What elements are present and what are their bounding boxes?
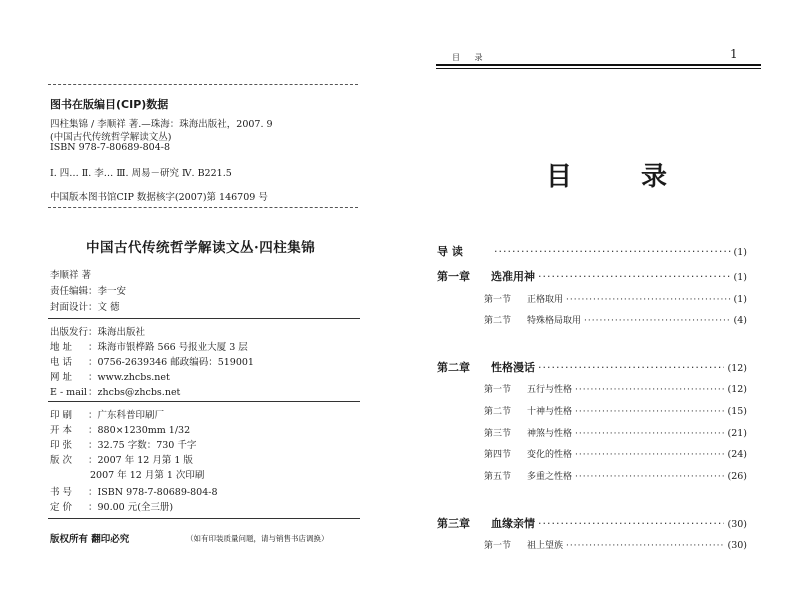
- toc-entry-chapter[interactable]: [437, 359, 747, 375]
- toc-entry-number: 第四节: [484, 450, 512, 460]
- toc-title: 目 录: [546, 162, 698, 192]
- toc-entry-intro[interactable]: [437, 243, 747, 259]
- toc-entry-chapter[interactable]: [437, 515, 747, 531]
- rights-statement: 版权所有 翻印必究: [50, 534, 130, 545]
- toc-entry-title: 神煞与性格: [527, 429, 573, 439]
- toc-entry-title: 选准用神: [491, 270, 535, 283]
- cip-record-number: 中国版本图书馆CIP 数据核字(2007)第 146709 号: [50, 192, 268, 203]
- cip-heading: 图书在版编目(CIP)数据: [50, 98, 169, 111]
- printer-row: [50, 407, 164, 421]
- printing-row: [50, 467, 204, 481]
- quality-notice: （如有印装质量问题，请与销售书店调换）: [186, 534, 329, 543]
- sheets-row: [50, 437, 196, 451]
- toc-entry-section[interactable]: [484, 404, 747, 417]
- info-label: 出版发行: [50, 327, 89, 338]
- toc-entry-page: (15): [727, 406, 747, 417]
- header-rule-thin: [436, 68, 761, 69]
- info-value: 2007 年 12 月第 1 次印刷: [90, 470, 205, 481]
- toc-entry-title: 十神与性格: [527, 407, 573, 417]
- toc-entry-page: (1): [733, 272, 747, 283]
- dot-leader: [538, 517, 724, 530]
- page-number: 1: [730, 47, 738, 61]
- dot-leader: [575, 429, 724, 439]
- cip-line: (中国古代传统哲学解读文丛): [50, 132, 172, 143]
- info-label: 电 话: [50, 357, 73, 368]
- info-label: E - mail: [50, 387, 87, 398]
- dot-leader: [566, 541, 724, 551]
- toc-entry-title: 性格漫话: [491, 361, 535, 374]
- info-value: ：珠海市银桦路 566 号报业大厦 3 层: [88, 342, 248, 353]
- info-label: 开 本: [50, 425, 73, 436]
- toc-entry-section[interactable]: [484, 469, 747, 482]
- toc-entry-section[interactable]: [484, 292, 747, 305]
- book-title: 中国古代传统哲学解读文丛·四柱集锦: [86, 240, 316, 256]
- toc-entry-title: 变化的性格: [527, 450, 573, 460]
- toc-entry-page: (30): [727, 519, 747, 530]
- publisher-row: [50, 324, 145, 338]
- toc-entry-page: (1): [733, 294, 747, 305]
- info-label: 地 址: [50, 342, 73, 353]
- phone-row: [50, 354, 254, 368]
- info-value: ：2007 年 12 月第 1 版: [88, 455, 193, 466]
- toc-entry-chapter[interactable]: [437, 268, 747, 284]
- email-row: [50, 384, 180, 398]
- toc-entry-title: 五行与性格: [527, 385, 573, 395]
- header-rule-thick: [436, 64, 761, 66]
- toc-entry-title: 祖上望族: [527, 541, 564, 551]
- author-credit: 李顺祥 著: [50, 270, 92, 281]
- website-row: [50, 369, 170, 383]
- toc-entry-page: (26): [727, 471, 747, 482]
- toc-entry-title: 特殊格局取用: [527, 316, 582, 326]
- cip-classification: Ⅰ. 四… Ⅱ. 李… Ⅲ. 周易－研究 Ⅳ. B221.5: [50, 168, 232, 179]
- toc-entry-page: (12): [727, 363, 747, 374]
- toc-entry-number: 第二节: [484, 407, 512, 417]
- toc-entry-page: (21): [727, 428, 747, 439]
- toc-entry-number: 第一节: [484, 385, 512, 395]
- toc-entry-number: 第二节: [484, 316, 512, 326]
- info-label: 网 址: [50, 372, 73, 383]
- toc-entry-page: (12): [727, 384, 747, 395]
- toc-entry-number: 第一节: [484, 295, 512, 305]
- toc-entry-section[interactable]: [484, 313, 747, 326]
- toc-entry-number: 第三章: [437, 517, 470, 530]
- info-value: ：90.00 元(全三册): [88, 502, 174, 513]
- info-value: ：880×1230mm 1/32: [88, 425, 191, 436]
- toc-entry-number: 第一章: [437, 270, 470, 283]
- dot-leader: [494, 245, 731, 258]
- toc-entry-title: 正格取用: [527, 295, 564, 305]
- dot-leader: [584, 316, 731, 326]
- dot-leader: [575, 407, 724, 417]
- cip-line: ISBN 978-7-80689-804-8: [50, 142, 170, 153]
- cover-design-credit: 封面设计：文 德: [50, 302, 120, 313]
- info-value: ：珠海出版社: [88, 327, 146, 338]
- toc-entry-number: 第五节: [484, 472, 512, 482]
- toc-entry-section[interactable]: [484, 382, 747, 395]
- toc-entry-title: 血缘亲情: [491, 517, 535, 530]
- dot-leader: [538, 270, 731, 283]
- price-row: [50, 499, 173, 513]
- info-label: 印 张: [50, 440, 73, 451]
- dot-leader: [575, 472, 724, 482]
- cip-bottom-divider: [48, 207, 358, 208]
- dot-leader: [575, 385, 724, 395]
- info-value: ：zhcbs@zhcbs.net: [88, 387, 181, 398]
- address-row: [50, 339, 248, 353]
- info-value: ：广东科普印刷厂: [88, 410, 165, 421]
- toc-entry-number: 导 读: [437, 245, 463, 258]
- toc-entry-page: (24): [727, 449, 747, 460]
- dot-leader: [575, 450, 724, 460]
- toc-entry-section[interactable]: [484, 447, 747, 460]
- print-info-divider: [48, 401, 360, 402]
- info-value: ：www.zhcbs.net: [88, 372, 170, 383]
- running-header: 目 录: [452, 53, 489, 62]
- info-value: ：0756-2639346 邮政编码：519001: [88, 357, 254, 368]
- info-label: 印 刷: [50, 410, 73, 421]
- cip-line: 四柱集锦 / 李顺祥 著.—珠海：珠海出版社，2007. 9: [50, 119, 273, 130]
- info-label: 书 号: [50, 487, 73, 498]
- publisher-divider: [48, 318, 360, 319]
- dot-leader: [538, 361, 724, 374]
- toc-entry-section[interactable]: [484, 538, 747, 551]
- toc-entry-page: (30): [727, 540, 747, 551]
- toc-entry-page: (4): [733, 315, 747, 326]
- toc-entry-number: 第三节: [484, 429, 512, 439]
- format-row: [50, 422, 190, 436]
- toc-entry-title: 多重之性格: [527, 472, 573, 482]
- dot-leader: [566, 295, 731, 305]
- isbn-row: [50, 484, 218, 498]
- info-label: 定 价: [50, 502, 73, 513]
- toc-entry-page: (1): [733, 247, 747, 258]
- toc-entry-section[interactable]: [484, 426, 747, 439]
- toc-entry-number: 第一节: [484, 541, 512, 551]
- editor-credit: 责任编辑：李一安: [50, 286, 127, 297]
- edition-row: [50, 452, 193, 466]
- info-value: ：ISBN 978-7-80689-804-8: [88, 487, 218, 498]
- toc-entry-number: 第二章: [437, 361, 470, 374]
- rights-divider: [48, 518, 360, 519]
- info-value: ：32.75 字数：730 千字: [88, 440, 197, 451]
- cip-top-divider: [48, 84, 358, 85]
- info-label: 版 次: [50, 455, 73, 466]
